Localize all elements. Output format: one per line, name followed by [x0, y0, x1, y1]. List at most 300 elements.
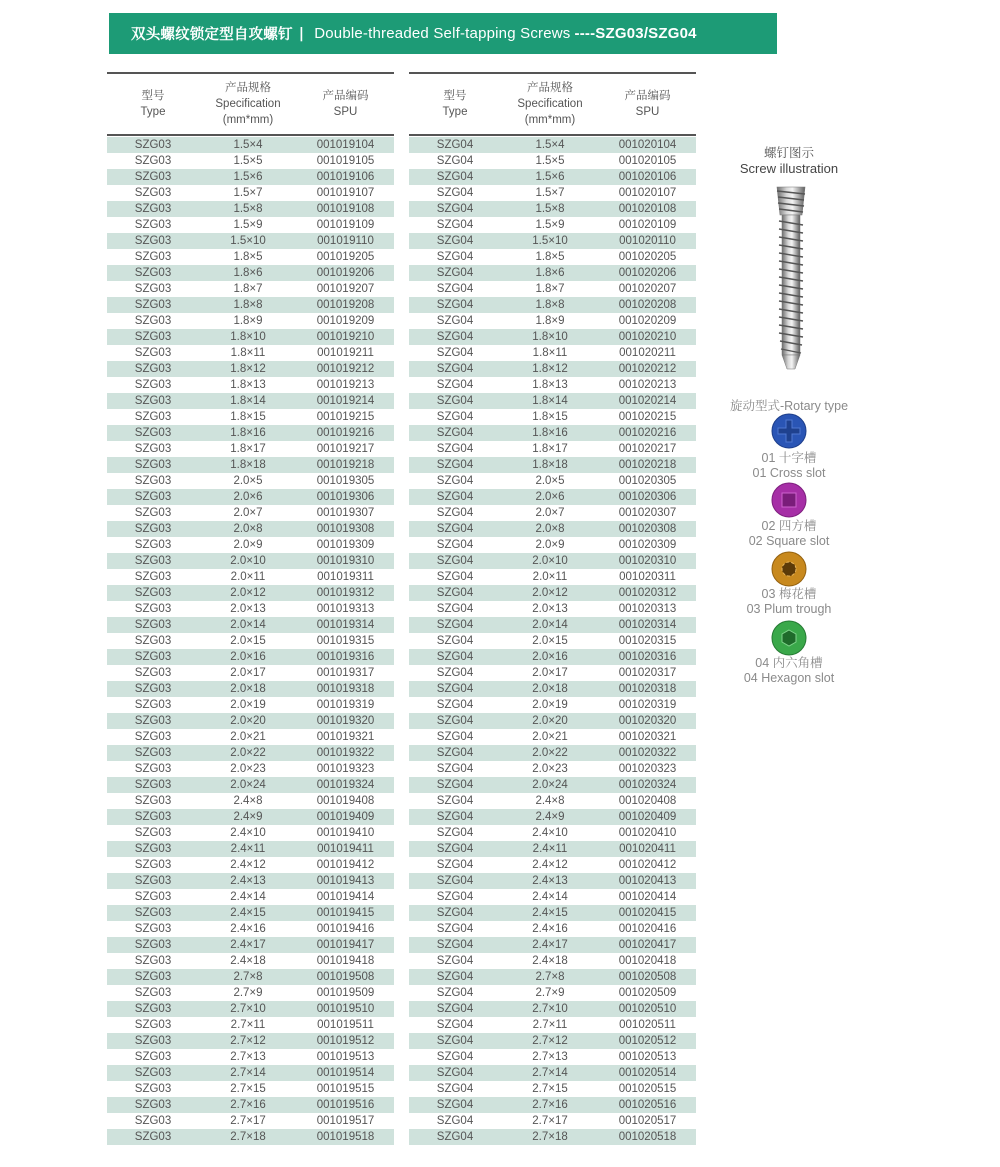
cell-spu: 001020510: [618, 1003, 677, 1015]
cell-spu: 001020320: [618, 715, 677, 727]
cell-spu: 001019208: [316, 299, 375, 311]
table-row: [107, 233, 394, 249]
cell-spu: 001019315: [316, 635, 375, 647]
cell-spec: 1.8×18: [230, 459, 266, 471]
cell-type: SZG04: [436, 475, 474, 487]
title-separator: |: [298, 25, 305, 42]
cell-spec: 2.4×14: [230, 891, 266, 903]
table-row: [107, 569, 394, 585]
table-row: [107, 953, 394, 969]
cell-spu: 001019308: [316, 523, 375, 535]
cell-spec: 1.8×14: [230, 395, 266, 407]
cross-slot-caption: [726, 451, 852, 481]
table-row: [107, 1113, 394, 1129]
cell-type: SZG03: [134, 955, 172, 967]
cell-spec: 2.4×14: [532, 891, 568, 903]
table-row: [409, 777, 696, 793]
plum-trough-icon: [771, 551, 807, 587]
table-row: [107, 1097, 394, 1113]
cell-spec: 2.4×10: [532, 827, 568, 839]
cell-spu: 001020313: [618, 603, 677, 615]
cell-spec: 2.7×11: [230, 1019, 266, 1031]
cell-type: SZG03: [134, 539, 172, 551]
cell-type: SZG04: [436, 299, 474, 311]
table-row: [409, 729, 696, 745]
table-row: [409, 329, 696, 345]
cell-type: SZG04: [436, 1099, 474, 1111]
cell-type: SZG04: [436, 907, 474, 919]
table-row: [107, 1001, 394, 1017]
table-row: [107, 697, 394, 713]
cell-spu: 001020317: [618, 667, 677, 679]
table-row: [409, 393, 696, 409]
cell-spu: 001020508: [618, 971, 677, 983]
cell-spec: 2.4×13: [532, 875, 568, 887]
cell-type: SZG03: [134, 683, 172, 695]
cell-type: SZG03: [134, 587, 172, 599]
table-body: [409, 137, 696, 1145]
table-row: [409, 665, 696, 681]
table-szg04: [409, 72, 696, 1145]
cell-spu: 001020315: [618, 635, 677, 647]
table-row: [107, 793, 394, 809]
cell-spu: 001019323: [316, 763, 375, 775]
cell-type: SZG04: [436, 779, 474, 791]
table-row: [107, 921, 394, 937]
table-row: [409, 649, 696, 665]
cell-spec: 2.7×8: [535, 971, 565, 983]
cross-slot-en: 01 Cross slot: [752, 466, 826, 480]
cell-spec: 1.8×8: [233, 299, 263, 311]
header-spec-cn: 产品规格: [527, 82, 573, 94]
cell-spec: 2.4×15: [230, 907, 266, 919]
cell-spu: 001020324: [618, 779, 677, 791]
table-row: [409, 265, 696, 281]
cell-type: SZG04: [436, 603, 474, 615]
header-spec-en: Specification: [215, 98, 281, 110]
cell-type: SZG03: [134, 187, 172, 199]
table-row: [107, 825, 394, 841]
table-row: [107, 617, 394, 633]
cell-spec: 2.0×6: [535, 491, 565, 503]
table-row: [409, 873, 696, 889]
cell-spec: 2.0×14: [532, 619, 568, 631]
cell-type: SZG03: [134, 571, 172, 583]
cell-spu: 001020218: [618, 459, 677, 471]
cell-spec: 2.7×12: [532, 1035, 568, 1047]
cell-spec: 1.8×5: [233, 251, 263, 263]
cell-spec: 2.0×16: [532, 651, 568, 663]
cell-type: SZG03: [134, 1003, 172, 1015]
cell-spec: 2.0×23: [230, 763, 266, 775]
table-row: [409, 1081, 696, 1097]
cell-spu: 001020106: [618, 171, 677, 183]
cell-spec: 2.0×18: [532, 683, 568, 695]
square-slot-caption: [726, 519, 852, 549]
cell-spec: 1.8×16: [532, 427, 568, 439]
header-spu: [297, 74, 394, 134]
cell-type: SZG04: [436, 1035, 474, 1047]
cell-spu: 001020321: [618, 731, 677, 743]
cell-spu: 001020409: [618, 811, 677, 823]
cell-spu: 001019309: [316, 539, 375, 551]
cell-spu: 001019210: [316, 331, 375, 343]
cell-spec: 2.7×17: [230, 1115, 266, 1127]
cell-spu: 001019207: [316, 283, 375, 295]
table-row: [107, 249, 394, 265]
header-spec-unit: (mm*mm): [524, 114, 576, 126]
table-row: [409, 1033, 696, 1049]
cell-spec: 2.4×10: [230, 827, 266, 839]
cell-type: SZG04: [436, 843, 474, 855]
cell-type: SZG03: [134, 379, 172, 391]
cell-spu: 001020509: [618, 987, 677, 999]
illustration-title-en: Screw illustration: [739, 161, 839, 176]
cell-spec: 2.4×16: [532, 923, 568, 935]
cell-type: SZG04: [436, 1083, 474, 1095]
cell-spu: 001019319: [316, 699, 375, 711]
cell-spu: 001019314: [316, 619, 375, 631]
cell-spec: 1.5×5: [233, 155, 263, 167]
cell-spec: 2.4×17: [230, 939, 266, 951]
table-row: [409, 185, 696, 201]
cell-type: SZG03: [134, 459, 172, 471]
table-row: [107, 1065, 394, 1081]
table-row: [107, 585, 394, 601]
cell-type: SZG04: [436, 939, 474, 951]
cell-type: SZG03: [134, 219, 172, 231]
cell-spec: 2.0×7: [233, 507, 263, 519]
cell-spec: 2.0×10: [230, 555, 266, 567]
table-row: [107, 345, 394, 361]
cell-type: SZG03: [134, 779, 172, 791]
cell-spu: 001019206: [316, 267, 375, 279]
cell-spec: 2.4×12: [532, 859, 568, 871]
cell-spec: 2.0×19: [230, 699, 266, 711]
cell-spec: 2.4×15: [532, 907, 568, 919]
cell-type: SZG03: [134, 843, 172, 855]
table-row: [409, 281, 696, 297]
table-row: [409, 233, 696, 249]
cell-type: SZG03: [134, 923, 172, 935]
cell-spu: 001020314: [618, 619, 677, 631]
cell-spec: 2.4×8: [535, 795, 565, 807]
cell-type: SZG03: [134, 827, 172, 839]
cell-spu: 001019413: [316, 875, 375, 887]
cell-spu: 001019218: [316, 459, 375, 471]
cell-type: SZG03: [134, 859, 172, 871]
cell-type: SZG03: [134, 699, 172, 711]
cell-spu: 001019514: [316, 1067, 375, 1079]
cell-spec: 2.0×13: [230, 603, 266, 615]
cell-type: SZG03: [134, 747, 172, 759]
table-row: [409, 825, 696, 841]
cell-type: SZG04: [436, 411, 474, 423]
hexagon-slot-icon: [771, 620, 807, 656]
cell-spu: 001019324: [316, 779, 375, 791]
cell-spec: 2.7×18: [532, 1131, 568, 1143]
cell-spu: 001020415: [618, 907, 677, 919]
cell-spu: 001020408: [618, 795, 677, 807]
cell-spec: 1.8×7: [535, 283, 565, 295]
cell-type: SZG04: [436, 923, 474, 935]
cell-type: SZG04: [436, 795, 474, 807]
cell-spec: 2.0×17: [230, 667, 266, 679]
cell-type: SZG04: [436, 619, 474, 631]
table-row: [409, 489, 696, 505]
cell-spec: 2.0×9: [233, 539, 263, 551]
cell-type: SZG03: [134, 427, 172, 439]
cell-spu: 001020511: [619, 1019, 676, 1031]
cell-spu: 001019110: [317, 235, 374, 247]
table-row: [409, 761, 696, 777]
cell-spu: 001019517: [316, 1115, 375, 1127]
cell-spu: 001019518: [316, 1131, 375, 1143]
cell-spu: 001019320: [316, 715, 375, 727]
cell-type: SZG03: [134, 331, 172, 343]
cell-type: SZG04: [436, 219, 474, 231]
square-slot-icon: [771, 482, 807, 518]
cell-type: SZG04: [436, 267, 474, 279]
cell-spu: 001020104: [618, 139, 677, 151]
cell-spu: 001019312: [316, 587, 375, 599]
table-row: [107, 425, 394, 441]
cell-spec: 2.0×16: [230, 651, 266, 663]
table-row: [107, 441, 394, 457]
cell-type: SZG04: [436, 667, 474, 679]
cell-type: SZG03: [134, 891, 172, 903]
header-type: [107, 74, 199, 134]
table-row: [409, 313, 696, 329]
cell-spu: 001020211: [619, 347, 676, 359]
cell-spu: 001019322: [316, 747, 375, 759]
cell-spu: 001019512: [316, 1035, 375, 1047]
cell-type: SZG03: [134, 203, 172, 215]
cell-spec: 2.0×20: [230, 715, 266, 727]
cell-spu: 001020517: [618, 1115, 677, 1127]
cell-spec: 2.0×22: [230, 747, 266, 759]
cell-spu: 001020323: [618, 763, 677, 775]
title-en: Double-threaded Self-tapping Screws: [314, 25, 571, 42]
table-row: [409, 969, 696, 985]
cell-type: SZG03: [134, 1019, 172, 1031]
cell-spu: 001019205: [316, 251, 375, 263]
cell-spu: 001019104: [316, 139, 375, 151]
cell-spec: 2.0×7: [535, 507, 565, 519]
cell-spu: 001019509: [316, 987, 375, 999]
header-type-cn: 型号: [141, 90, 165, 102]
cell-spec: 2.4×17: [532, 939, 568, 951]
table-row: [107, 313, 394, 329]
cell-type: SZG03: [134, 363, 172, 375]
cell-spu: 001019109: [316, 219, 375, 231]
cell-spu: 001020418: [618, 955, 677, 967]
cell-spu: 001019508: [316, 971, 375, 983]
cell-type: SZG03: [134, 939, 172, 951]
table-row: [107, 1081, 394, 1097]
table-row: [107, 857, 394, 873]
cell-type: SZG03: [134, 619, 172, 631]
table-row: [409, 697, 696, 713]
header-type-cn: 型号: [443, 90, 467, 102]
cell-type: SZG03: [134, 1115, 172, 1127]
cell-type: SZG04: [436, 955, 474, 967]
cell-spec: 2.0×15: [532, 635, 568, 647]
cell-spu: 001020312: [618, 587, 677, 599]
cell-spec: 2.0×14: [230, 619, 266, 631]
cell-spu: 001019216: [316, 427, 375, 439]
cell-spu: 001019105: [316, 155, 375, 167]
cell-type: SZG04: [436, 1019, 474, 1031]
cell-spu: 001019516: [316, 1099, 375, 1111]
cell-spec: 1.8×10: [532, 331, 568, 343]
cell-spu: 001019307: [316, 507, 375, 519]
cell-spec: 2.0×22: [532, 747, 568, 759]
cell-spec: 2.4×16: [230, 923, 266, 935]
cell-type: SZG04: [436, 491, 474, 503]
cell-spec: 2.0×13: [532, 603, 568, 615]
cell-spec: 1.8×8: [535, 299, 565, 311]
cell-spu: 001019316: [316, 651, 375, 663]
cell-type: SZG04: [436, 427, 474, 439]
cell-type: SZG03: [134, 155, 172, 167]
cell-type: SZG04: [436, 1131, 474, 1143]
cell-type: SZG03: [134, 523, 172, 535]
cell-type: SZG03: [134, 139, 172, 151]
cell-spec: 1.8×14: [532, 395, 568, 407]
cell-type: SZG03: [134, 987, 172, 999]
rotary-type-title: 旋动型式-Rotary type: [729, 399, 849, 413]
table-row: [107, 841, 394, 857]
cell-type: SZG04: [436, 1003, 474, 1015]
cell-spu: 001019310: [316, 555, 375, 567]
cell-spu: 001020515: [618, 1083, 677, 1095]
cell-type: SZG04: [436, 859, 474, 871]
cell-spec: 2.0×21: [230, 731, 266, 743]
hexagon-slot-cn: 04 内六角槽: [755, 656, 823, 670]
cell-type: SZG04: [436, 155, 474, 167]
cell-spec: 2.7×9: [535, 987, 565, 999]
cell-spec: 2.0×8: [535, 523, 565, 535]
cell-spu: 001019108: [316, 203, 375, 215]
cell-spec: 2.4×11: [230, 843, 266, 855]
cell-type: SZG03: [134, 395, 172, 407]
cell-spec: 2.0×23: [532, 763, 568, 775]
title-code: ----SZG03/SZG04: [574, 25, 697, 42]
cell-spu: 001020215: [618, 411, 677, 423]
cell-spu: 001020308: [618, 523, 677, 535]
cell-type: SZG04: [436, 811, 474, 823]
table-row: [107, 361, 394, 377]
table-row: [107, 377, 394, 393]
table-row: [107, 649, 394, 665]
title-banner: [109, 13, 777, 54]
cell-spec: 1.5×10: [230, 235, 266, 247]
cell-spu: 001019215: [316, 411, 375, 423]
cell-spu: 001020205: [618, 251, 677, 263]
table-row: [107, 889, 394, 905]
cell-type: SZG04: [436, 315, 474, 327]
cell-spu: 001019410: [316, 827, 375, 839]
cell-spec: 1.5×6: [233, 171, 263, 183]
cell-spu: 001020305: [618, 475, 677, 487]
cell-type: SZG04: [436, 699, 474, 711]
cell-type: SZG03: [134, 811, 172, 823]
cell-type: SZG04: [436, 139, 474, 151]
header-spu-en: SPU: [333, 106, 358, 118]
table-row: [409, 153, 696, 169]
cell-spec: 2.7×11: [532, 1019, 568, 1031]
cell-spu: 001020416: [618, 923, 677, 935]
cell-spu: 001019313: [316, 603, 375, 615]
hexagon-slot-caption: [726, 656, 852, 686]
cell-type: SZG04: [436, 1051, 474, 1063]
table-row: [107, 297, 394, 313]
cell-spec: 2.4×9: [233, 811, 263, 823]
cell-spec: 2.0×19: [532, 699, 568, 711]
square-slot-cn: 02 四方槽: [761, 519, 817, 533]
cell-spec: 1.8×11: [230, 347, 266, 359]
cell-type: SZG04: [436, 507, 474, 519]
plum-trough-en: 03 Plum trough: [746, 602, 832, 616]
table-row: [409, 585, 696, 601]
cell-spec: 2.4×9: [535, 811, 565, 823]
table-row: [107, 633, 394, 649]
plum-trough-cn: 03 梅花槽: [761, 587, 817, 601]
table-row: [107, 665, 394, 681]
cell-spec: 2.7×16: [230, 1099, 266, 1111]
table-row: [107, 969, 394, 985]
table-row: [409, 457, 696, 473]
cell-type: SZG03: [134, 411, 172, 423]
cell-type: SZG04: [436, 571, 474, 583]
table-szg03: [107, 72, 394, 1145]
table-row: [107, 393, 394, 409]
cell-type: SZG03: [134, 507, 172, 519]
cell-spu: 001020107: [618, 187, 677, 199]
header-type-en: Type: [140, 106, 166, 118]
table-row: [409, 681, 696, 697]
table-row: [409, 1001, 696, 1017]
cell-type: SZG03: [134, 299, 172, 311]
cell-type: SZG03: [134, 315, 172, 327]
cell-type: SZG04: [436, 251, 474, 263]
cell-spu: 001020109: [618, 219, 677, 231]
cell-spec: 1.8×9: [535, 315, 565, 327]
cell-spu: 001020110: [619, 235, 676, 247]
table-row: [107, 553, 394, 569]
table-row: [107, 1033, 394, 1049]
cell-spec: 2.4×8: [233, 795, 263, 807]
cell-type: SZG03: [134, 1099, 172, 1111]
cell-spec: 2.4×13: [230, 875, 266, 887]
table-row: [409, 793, 696, 809]
table-row: [409, 1049, 696, 1065]
cell-type: SZG04: [436, 203, 474, 215]
cell-type: SZG03: [134, 475, 172, 487]
header-spu: [599, 74, 696, 134]
cell-type: SZG03: [134, 715, 172, 727]
cell-type: SZG04: [436, 731, 474, 743]
screw-image: [769, 183, 813, 373]
cell-spu: 001019408: [316, 795, 375, 807]
table-row: [409, 921, 696, 937]
table-row: [409, 217, 696, 233]
table-row: [409, 601, 696, 617]
hexagon-slot-en: 04 Hexagon slot: [743, 671, 835, 685]
cell-spec: 2.7×15: [230, 1083, 266, 1095]
cell-type: SZG03: [134, 907, 172, 919]
